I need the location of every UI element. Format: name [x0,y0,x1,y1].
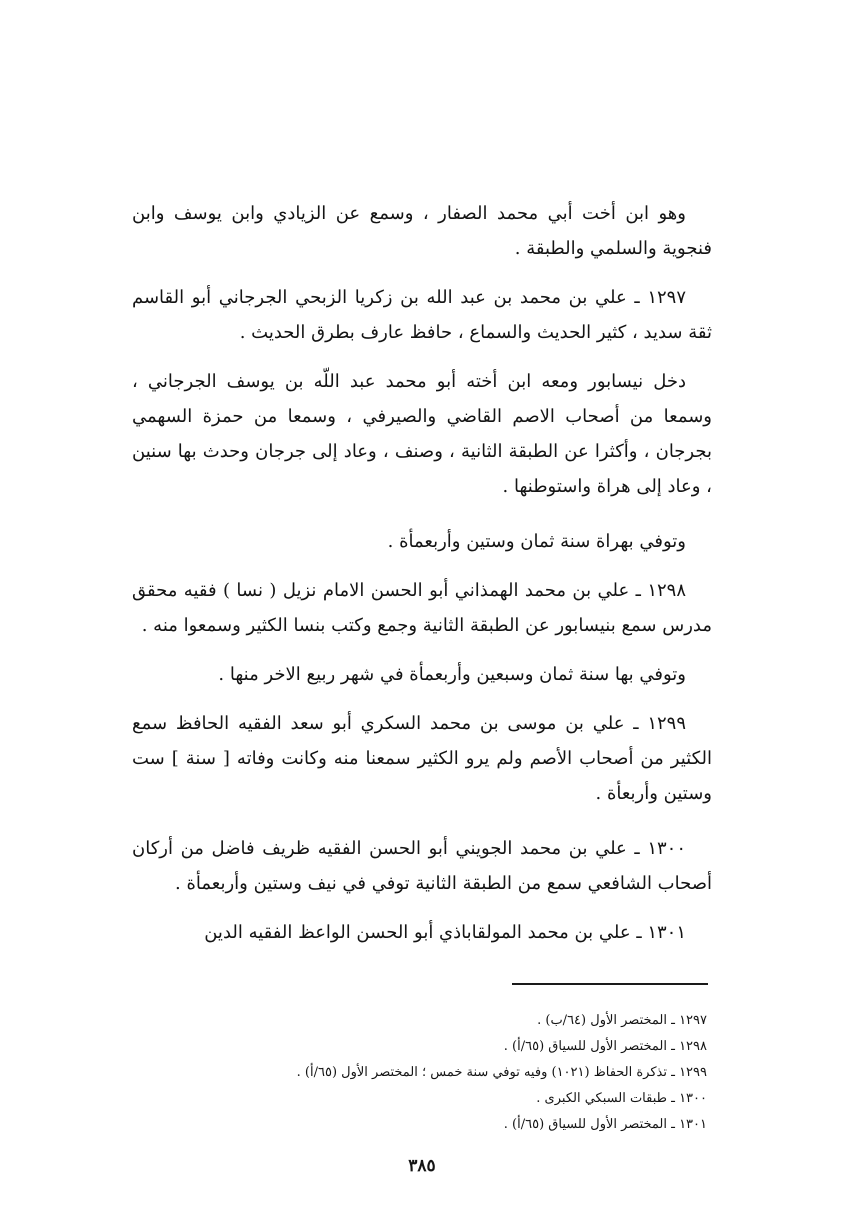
entry-1297: ١٢٩٧ ـ علي بن محمد بن عبد الله بن زكريا الزبحي الجرجاني أبو القاسم ثقة سديد ، كثير الحديث والسماع ، حافظ عارف بطرق الحديث . [132,287,712,343]
entry-1298: ١٢٩٨ ـ علي بن محمد الهمذاني أبو الحسن الامام نزيل ( نسا ) فقيه محقق مدرس سمع بنيسابور عن الطبقة الثانية وجمع وكتب بنسا الكثير وسمعوا منه . [132,580,712,636]
footnote-1297: ١٢٩٧ ـ المختصر الأول (٦٤/ب) . [537,1013,707,1028]
entry-1297-detail: دخل نيسابور ومعه ابن أخته أبو محمد عبد اللّه بن يوسف الجرجاني ، وسمعا من أصحاب الاصم القاضي والصيرفي ، وسمعا من حمزة السهمي بجرجان ، وأكثرا عن الطبقة الثانية ، وصنف ، وعاد إلى جرجان وحدث بها سنين ، وعاد إلى هراة واستوطنها . [132,371,712,497]
page-number: ٣٨٥ [408,1156,436,1176]
main-text [132,196,712,964]
entry-1301: ١٣٠١ ـ علي بن محمد المولقاباذي أبو الحسن الواعظ الفقيه الدين [204,922,686,943]
footnote-1301: ١٣٠١ ـ المختصر الأول للسياق (٦٥/أ) . [503,1117,707,1132]
entry-1298-death: وتوفي بها سنة ثمان وسبعين وأربعمأة في شهر ربيع الاخر منها . [218,664,686,685]
entry-1297-death: وتوفي بهراة سنة ثمان وستين وأربعمأة . [387,531,686,552]
footnote-1300: ١٣٠٠ ـ طبقات السبكي الكبرى . [536,1091,707,1106]
footnotes [132,1008,707,1138]
footnote-divider [512,983,708,985]
footnote-1298: ١٢٩٨ ـ المختصر الأول للسياق (٦٥/أ) . [503,1039,707,1054]
entry-1299: ١٢٩٩ ـ علي بن موسى بن محمد السكري أبو سعد الفقيه الحافظ سمع الكثير من أصحاب الأصم ولم يرو الكثير سمعنا منه وكانت وفاته [ سنة ] ست وستين وأربعأة . [132,713,712,804]
footnote-1299: ١٢٩٩ ـ تذكرة الحفاظ (١٠٢١) وفيه توفي سنة خمس ؛ المختصر الأول (٦٥/أ) . [296,1065,707,1080]
paragraph-continuation: وهو ابن أخت أبي محمد الصفار ، وسمع عن الزيادي وابن يوسف وابن فنجوية والسلمي والطبقة . [132,203,712,259]
entry-1300: ١٣٠٠ ـ علي بن محمد الجويني أبو الحسن الفقيه ظريف فاضل من أركان أصحاب الشافعي سمع من الطبقة الثانية توفي في نيف وستين وأربعمأة . [132,838,712,894]
